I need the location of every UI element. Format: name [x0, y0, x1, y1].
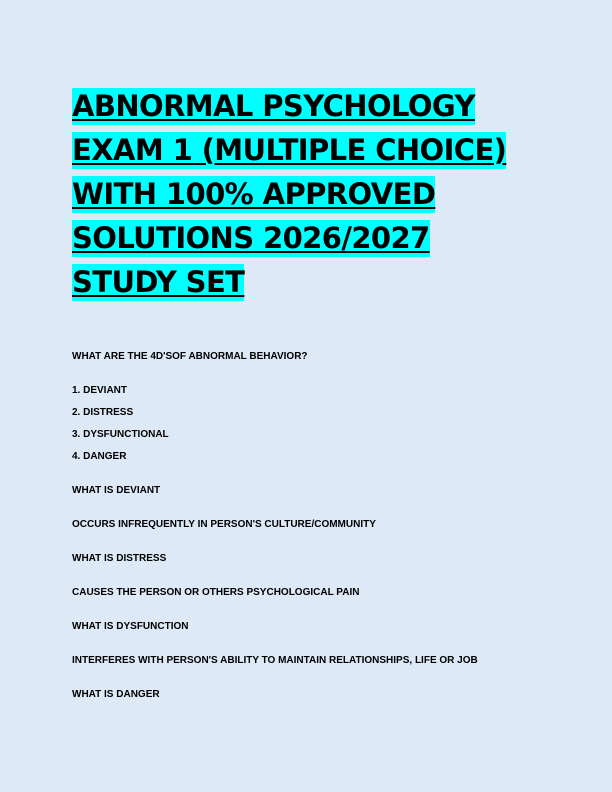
answer-item-deviant: 1. DEVIANT — [72, 385, 128, 396]
question-4ds: WHAT ARE THE 4D'SOF ABNORMAL BEHAVIOR? — [72, 351, 308, 362]
question-distress: WHAT IS DISTRESS — [72, 553, 167, 564]
answer-item-danger: 4. DANGER — [72, 451, 127, 462]
answer-distress: CAUSES THE PERSON OR OTHERS PSYCHOLOGICAL PAIN — [72, 587, 360, 598]
question-dysfunction: WHAT IS DYSFUNCTION — [72, 621, 189, 632]
question-danger: WHAT IS DANGER — [72, 689, 160, 700]
document-title — [72, 84, 542, 304]
answer-deviant: OCCURS INFREQUENTLY IN PERSON'S CULTURE/COMMUNITY — [72, 519, 376, 530]
answer-item-dysfunctional: 3. DYSFUNCTIONAL — [72, 429, 169, 440]
question-deviant: WHAT IS DEVIANT — [72, 485, 161, 496]
answer-item-distress: 2. DISTRESS — [72, 407, 134, 418]
document-title-text: ABNORMAL PSYCHOLOGY EXAM 1 (MULTIPLE CHOICE) WITH 100% APPROVED SOLUTIONS 2026/2027 STUDY SET — [72, 89, 507, 299]
answer-dysfunction: INTERFERES WITH PERSON'S ABILITY TO MAINTAIN RELATIONSHIPS, LIFE OR JOB — [72, 655, 478, 666]
